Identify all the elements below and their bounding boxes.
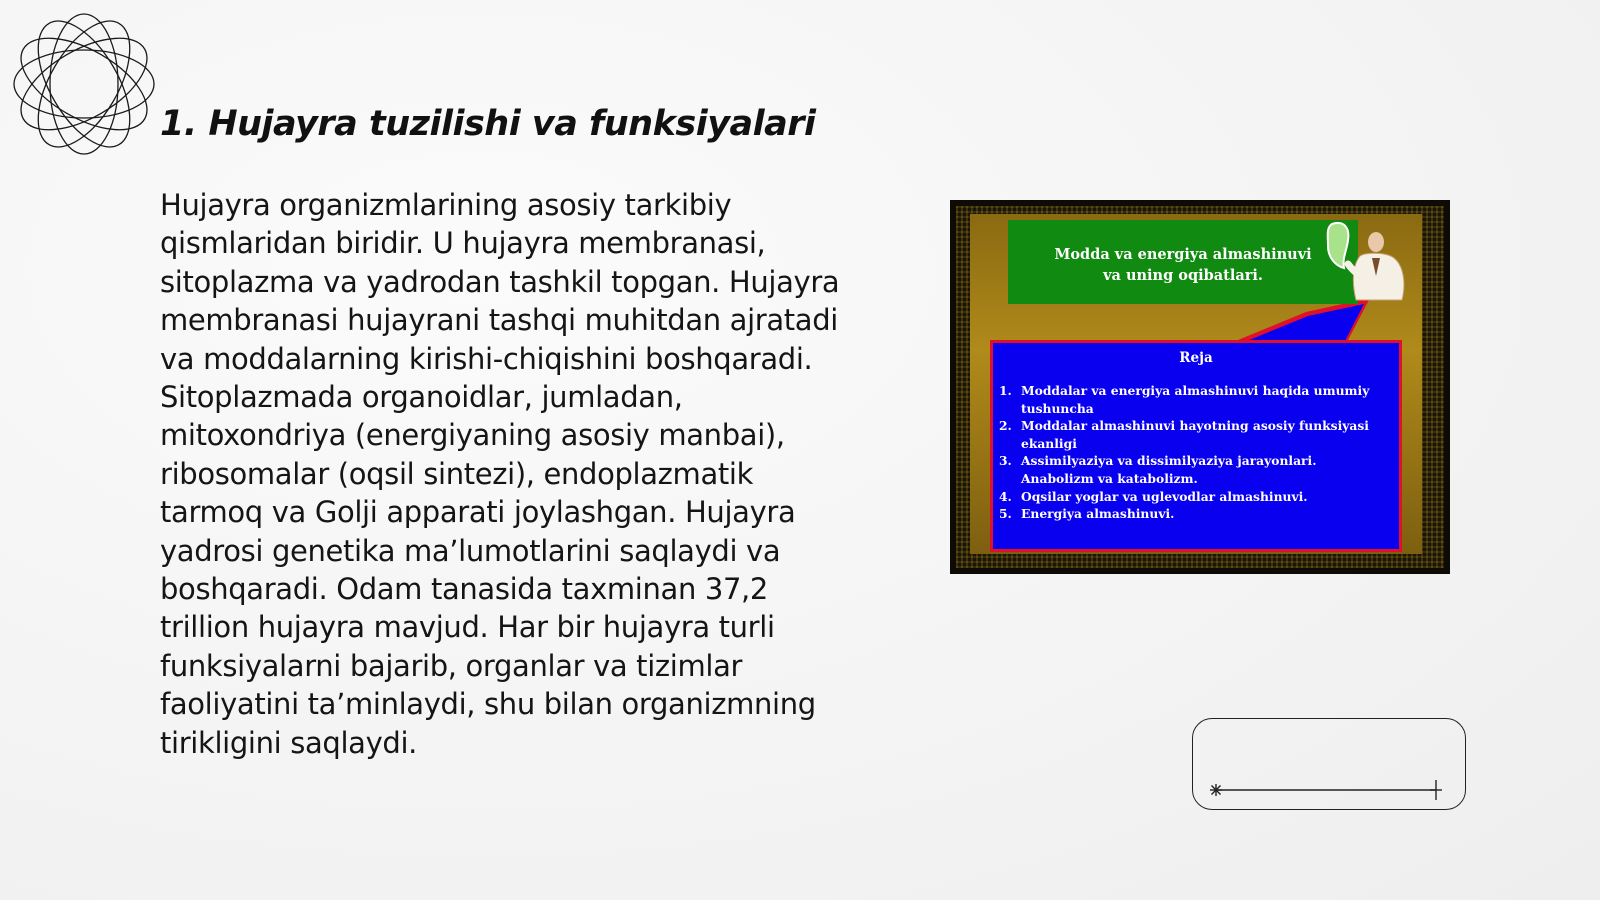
- embedded-slide-image: [950, 200, 1450, 574]
- plan-item-number: 3.: [999, 453, 1012, 469]
- spirograph-ornament-icon: [10, 10, 158, 158]
- plan-box: [990, 340, 1402, 552]
- slide-body-text: Hujayra organizmlarining asosiy tarkibiy qismlaridan biridir. U hujayra membranasi, sitoplazma va yadrodan tashkil topgan. Hujayra membranasi hujayrani tashqi muhitdan ajratadi va moddalarning kirishi-chiqishini boshqaradi. Sitoplazmada organoidlar, jumladan, mitoxondriya (energiyaning asosiy manbai), ribosomalar (oqsil sintezi), endoplazmatik tarmoq va Golji apparati joylashgan. Hujayra yadrosi genetika ma’lumotlarini saqlaydi va boshqaradi. Odam tanasida taxminan 37,2 trillion hujayra mavjud. Har bir hujayra turli funksiyalarni bajarib, organlar va tizimlar faoliyatini ta’minlaydi, shu bilan organizmning tirikligini saqlaydi.: [160, 188, 840, 760]
- plan-item-text: Assimilyaziya va dissimilyaziya jarayonlari. Anabolizm va katabolizm.: [1021, 453, 1317, 486]
- plan-list: [993, 382, 1399, 523]
- plan-title: Reja: [1179, 350, 1213, 366]
- plan-item-number: 5.: [999, 506, 1012, 522]
- embedded-slide-heading: [1008, 220, 1358, 304]
- heading-line-1: Modda va energiya almashinuvi: [1054, 246, 1312, 263]
- plan-item: [999, 505, 1391, 523]
- star-line-icon: [1206, 778, 1456, 802]
- slide-title: 1. Hujayra tuzilishi va funksiyalari: [160, 104, 816, 144]
- plan-item: [999, 417, 1391, 452]
- plan-item-text: Energiya almashinuvi.: [1021, 506, 1175, 522]
- plan-item-text: Moddalar va energiya almashinuvi haqida umumiy tushuncha: [1021, 383, 1370, 416]
- plan-item-number: 2.: [999, 418, 1012, 434]
- plan-item-text: Moddalar almashinuvi hayotning asosiy funksiyasi ekanligi: [1021, 418, 1369, 451]
- heading-line-2: va uning oqibatlari.: [1103, 267, 1263, 284]
- plan-item: [999, 488, 1391, 506]
- plan-item-number: 4.: [999, 488, 1012, 504]
- plan-item-number: 1.: [999, 383, 1012, 398]
- lecturer-figure-icon: [1314, 218, 1414, 304]
- plan-item: [999, 382, 1391, 417]
- plan-item-text: Oqsilar yoglar va uglevodlar almashinuvi.: [1021, 488, 1308, 504]
- plan-item: [999, 452, 1391, 487]
